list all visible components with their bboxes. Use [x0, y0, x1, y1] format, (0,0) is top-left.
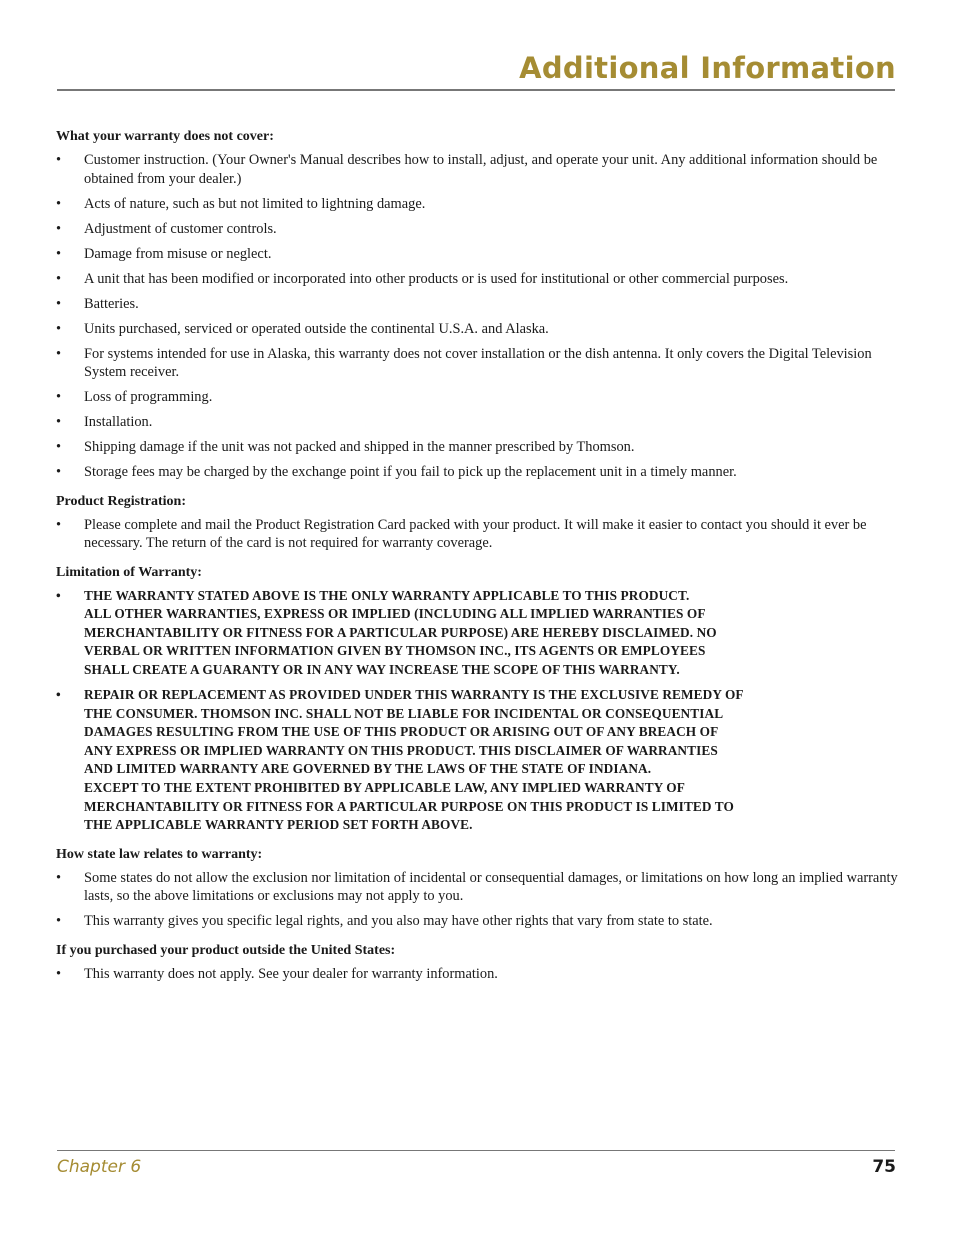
bullet-icon: •	[56, 389, 62, 405]
bullet-icon: •	[56, 464, 62, 480]
list-item-text: Adjustment of customer controls.	[84, 220, 277, 237]
list-item	[56, 965, 901, 984]
disclaimer-line: ALL OTHER WARRANTIES, EXPRESS OR IMPLIED (INCLUDING ALL IMPLIED WARRANTIES OF	[84, 606, 706, 622]
bullet-icon: •	[56, 414, 62, 430]
bullet-list	[56, 151, 901, 482]
list-item-text: A unit that has been modified or incorporated into other products or is used for institutional or other commercial purposes.	[84, 270, 789, 287]
list-item	[56, 245, 901, 264]
bullet-icon: •	[56, 869, 62, 886]
section-state-law	[56, 846, 901, 931]
list-item	[56, 388, 901, 407]
disclaimer-line: THE APPLICABLE WARRANTY PERIOD SET FORTH ABOVE.	[84, 817, 473, 833]
list-item-text: Acts of nature, such as but not limited to lightning damage.	[84, 195, 426, 212]
bullet-list	[56, 869, 901, 931]
list-item-text: Batteries.	[84, 295, 139, 312]
disclaimer-line: EXCEPT TO THE EXTENT PROHIBITED BY APPLICABLE LAW, ANY IMPLIED WARRANTY OF	[84, 779, 685, 795]
disclaimer-line: ANY EXPRESS OR IMPLIED WARRANTY ON THIS PRODUCT. THIS DISCLAIMER OF WARRANTIES	[84, 742, 718, 758]
list-item	[56, 270, 901, 289]
disclaimer-line: AND LIMITED WARRANTY ARE GOVERNED BY THE LAWS OF THE STATE OF INDIANA.	[84, 761, 652, 777]
section-not-covered	[56, 128, 901, 482]
list-item	[56, 295, 901, 314]
list-item-text: Please complete and mail the Product Registration Card packed with your product. It will make it easier to contact you should it ever be necessary. The return of the card is not required for warranty coverage.	[84, 516, 867, 551]
disclaimer-line: THE CONSUMER. THOMSON INC. SHALL NOT BE LIABLE FOR INCIDENTAL OR CONSEQUENTIAL	[84, 705, 724, 721]
list-item	[56, 320, 901, 339]
list-item	[56, 413, 901, 432]
list-item-text: For systems intended for use in Alaska, this warranty does not cover installation or the dish antenna. It only covers the Digital Television System receiver.	[84, 345, 872, 380]
bullet-icon: •	[56, 270, 62, 287]
section-heading: Product Registration:	[56, 493, 186, 509]
disclaimer-line: VERBAL OR WRITTEN INFORMATION GIVEN BY THOMSON INC., ITS AGENTS OR EMPLOYEES	[84, 643, 706, 659]
list-item-text: Some states do not allow the exclusion nor limitation of incidental or consequential damages, or limitations on how long an implied warranty lasts, so the above limitations or exclusions may not apply to you.	[84, 869, 898, 905]
bullet-icon: •	[56, 587, 61, 603]
list-item	[56, 345, 901, 382]
bullet-icon: •	[56, 152, 62, 168]
list-item	[56, 587, 901, 680]
bullet-icon: •	[56, 245, 62, 262]
list-item	[56, 438, 901, 457]
disclaimer-line: SHALL CREATE A GUARANTY OR IN ANY WAY INCREASE THE SCOPE OF THIS WARRANTY.	[84, 661, 680, 677]
bullet-list	[56, 587, 901, 835]
list-item-text: Shipping damage if the unit was not packed and shipped in the manner prescribed by Thomson.	[84, 439, 635, 455]
section-limitation-of-warranty	[56, 564, 901, 835]
list-item	[56, 151, 901, 188]
list-item	[56, 220, 901, 239]
bullet-icon: •	[56, 965, 62, 982]
section-outside-us	[56, 942, 901, 984]
list-item-text: Customer instruction. (Your Owner's Manual describes how to install, adjust, and operate your unit. Any additional information should be obtained from your dealer.)	[84, 152, 878, 187]
section-heading: How state law relates to warranty:	[56, 846, 263, 862]
page-content	[56, 128, 901, 994]
bullet-icon: •	[56, 686, 61, 702]
list-item-text: Storage fees may be charged by the exchange point if you fail to pick up the replacement unit in a timely manner.	[84, 464, 737, 480]
bullet-list	[56, 516, 901, 553]
list-item-text: This warranty does not apply. See your dealer for warranty information.	[84, 965, 498, 982]
disclaimer-line: REPAIR OR REPLACEMENT AS PROVIDED UNDER THIS WARRANTY IS THE EXCLUSIVE REMEDY OF	[84, 686, 744, 702]
list-item	[56, 516, 901, 553]
header-rule	[57, 89, 895, 91]
list-item	[56, 463, 901, 482]
disclaimer-line: DAMAGES RESULTING FROM THE USE OF THIS PRODUCT OR ARISING OUT OF ANY BREACH OF	[84, 724, 719, 740]
bullet-icon: •	[56, 220, 62, 237]
bullet-icon: •	[56, 516, 62, 533]
list-item-text: Units purchased, serviced or operated outside the continental U.S.A. and Alaska.	[84, 320, 549, 337]
page-number: 75	[872, 1157, 896, 1177]
list-item	[56, 195, 901, 214]
page-title: Additional Information	[519, 51, 896, 85]
bullet-icon: •	[56, 320, 62, 337]
disclaimer-line: THE WARRANTY STATED ABOVE IS THE ONLY WARRANTY APPLICABLE TO THIS PRODUCT.	[84, 587, 690, 603]
bullet-icon: •	[56, 345, 62, 362]
list-item	[56, 686, 901, 835]
list-item	[56, 912, 901, 931]
list-item	[56, 869, 901, 906]
list-item-text: Installation.	[84, 414, 153, 430]
list-item-text: This warranty gives you specific legal rights, and you also may have other rights that vary from state to state.	[84, 913, 713, 930]
footer-chapter-label: Chapter 6	[57, 1157, 142, 1177]
section-heading: Limitation of Warranty:	[56, 564, 202, 580]
section-heading: If you purchased your product outside the United States:	[56, 942, 396, 958]
section-heading: What your warranty does not cover:	[56, 129, 274, 144]
bullet-icon: •	[56, 195, 62, 212]
list-item-text: Loss of programming.	[84, 389, 213, 405]
bullet-icon: •	[56, 295, 62, 312]
disclaimer-line: MERCHANTABILITY OR FITNESS FOR A PARTICULAR PURPOSE) ARE HEREBY DISCLAIMED. NO	[84, 624, 717, 640]
disclaimer-line: MERCHANTABILITY OR FITNESS FOR A PARTICULAR PURPOSE ON THIS PRODUCT IS LIMITED TO	[84, 798, 734, 814]
section-product-registration	[56, 493, 901, 553]
bullet-icon: •	[56, 439, 62, 455]
bullet-list	[56, 965, 901, 984]
list-item-text: Damage from misuse or neglect.	[84, 245, 272, 262]
footer-rule	[57, 1150, 895, 1151]
bullet-icon: •	[56, 913, 62, 930]
